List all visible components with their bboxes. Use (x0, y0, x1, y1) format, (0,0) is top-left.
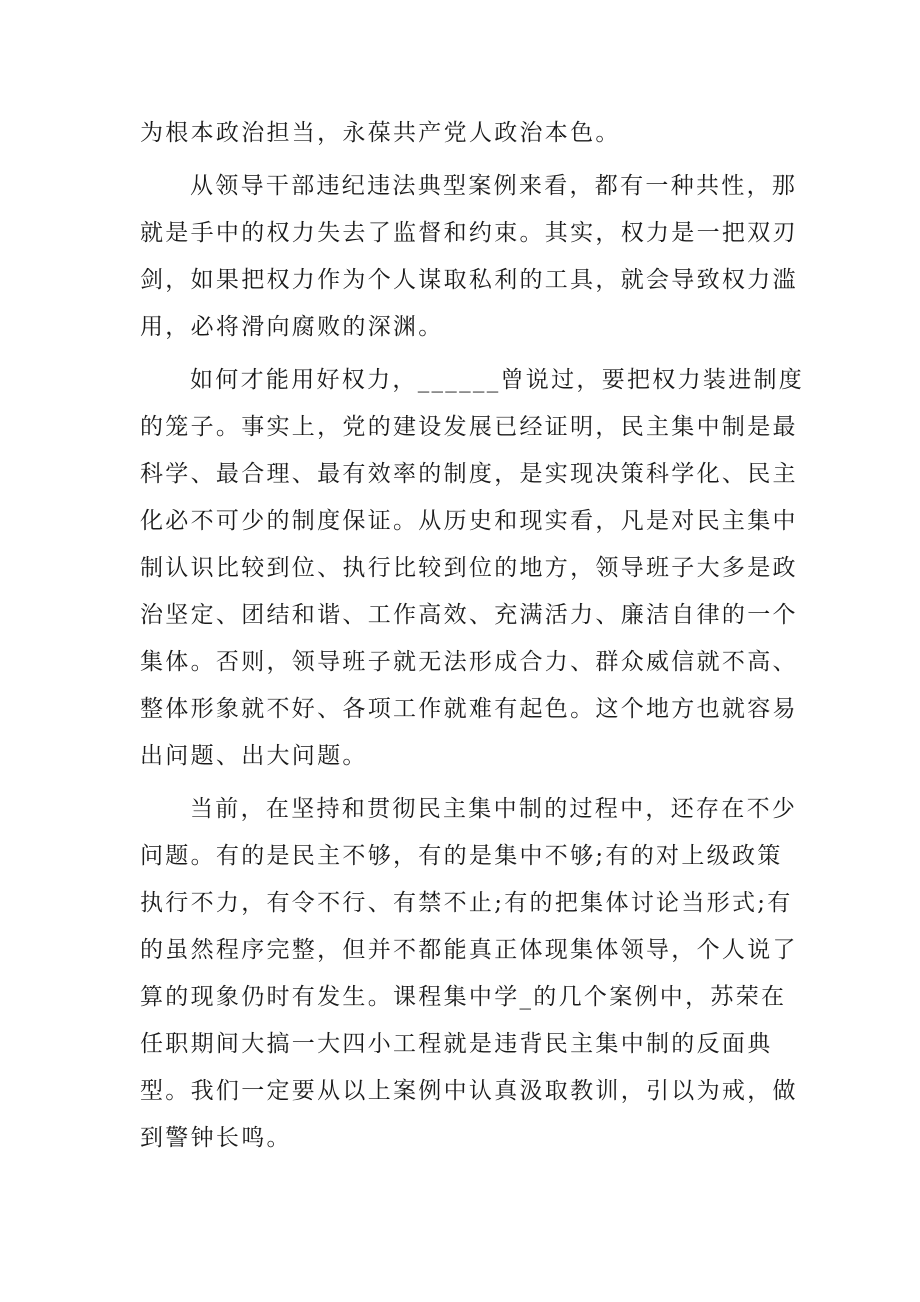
paragraph-2-line-3: 剑，如果把权力作为个人谋取私利的工具，就会导致权力滥 (140, 267, 798, 293)
paragraph-3-line-7: 集体。否则，领导班子就无法形成合力、群众威信就不高、 (140, 649, 798, 675)
paragraph-3-line-5: 制认识比较到位、执行比较到位的地方，领导班子大多是政 (140, 555, 798, 581)
paragraph-3-line-4: 化必不可少的制度保证。从历史和现实看，凡是对民主集中 (140, 508, 798, 534)
paragraph-3-line-9: 出问题、出大问题。 (140, 743, 368, 769)
paragraph-2-line-2: 就是手中的权力失去了监督和约束。其实，权力是一把双刃 (140, 220, 798, 246)
paragraph-3-line-8: 整体形象就不好、各项工作就难有起色。这个地方也就容易 (140, 696, 798, 722)
paragraph-4-line-5: 算的现象仍时有发生。课程集中学_的几个案例中，苏荣在 (140, 984, 787, 1010)
paragraph-3-line-1: 如何才能用好权力，______曾说过，要把权力装进制度 (190, 367, 805, 393)
paragraph-1-line-1: 为根本政治担当，永葆共产党人政治本色。 (140, 120, 621, 146)
paragraph-3-line-3: 科学、最合理、最有效率的制度，是实现决策科学化、民主 (140, 461, 798, 487)
paragraph-4-line-7: 型。我们一定要从以上案例中认真汲取教训，引以为戒，做 (140, 1078, 798, 1104)
paragraph-4-line-4: 的虽然程序完整，但并不都能真正体现集体领导，个人说了 (140, 937, 798, 963)
paragraph-4-line-6: 任职期间大搞一大四小工程就是违背民主集中制的反面典 (140, 1031, 773, 1057)
paragraph-4-line-2: 问题。有的是民主不够，有的是集中不够;有的对上级政策 (140, 843, 783, 869)
paragraph-2-line-1: 从领导干部违纪违法典型案例来看，都有一种共性，那 (190, 173, 798, 199)
paragraph-3-line-6: 治坚定、团结和谐、工作高效、充满活力、廉洁自律的一个 (140, 602, 798, 628)
paragraph-2-line-4: 用，必将滑向腐败的深渊。 (140, 314, 444, 340)
paragraph-4-line-1: 当前，在坚持和贯彻民主集中制的过程中，还存在不少 (190, 796, 798, 822)
document-body (140, 110, 805, 1162)
paragraph-4-line-8: 到警钟长鸣。 (140, 1125, 292, 1151)
paragraph-4-line-3: 执行不力，有令不行、有禁不止;有的把集体讨论当形式;有 (140, 890, 793, 916)
paragraph-3-line-2: 的笼子。事实上，党的建设发展已经证明，民主集中制是最 (140, 414, 798, 440)
